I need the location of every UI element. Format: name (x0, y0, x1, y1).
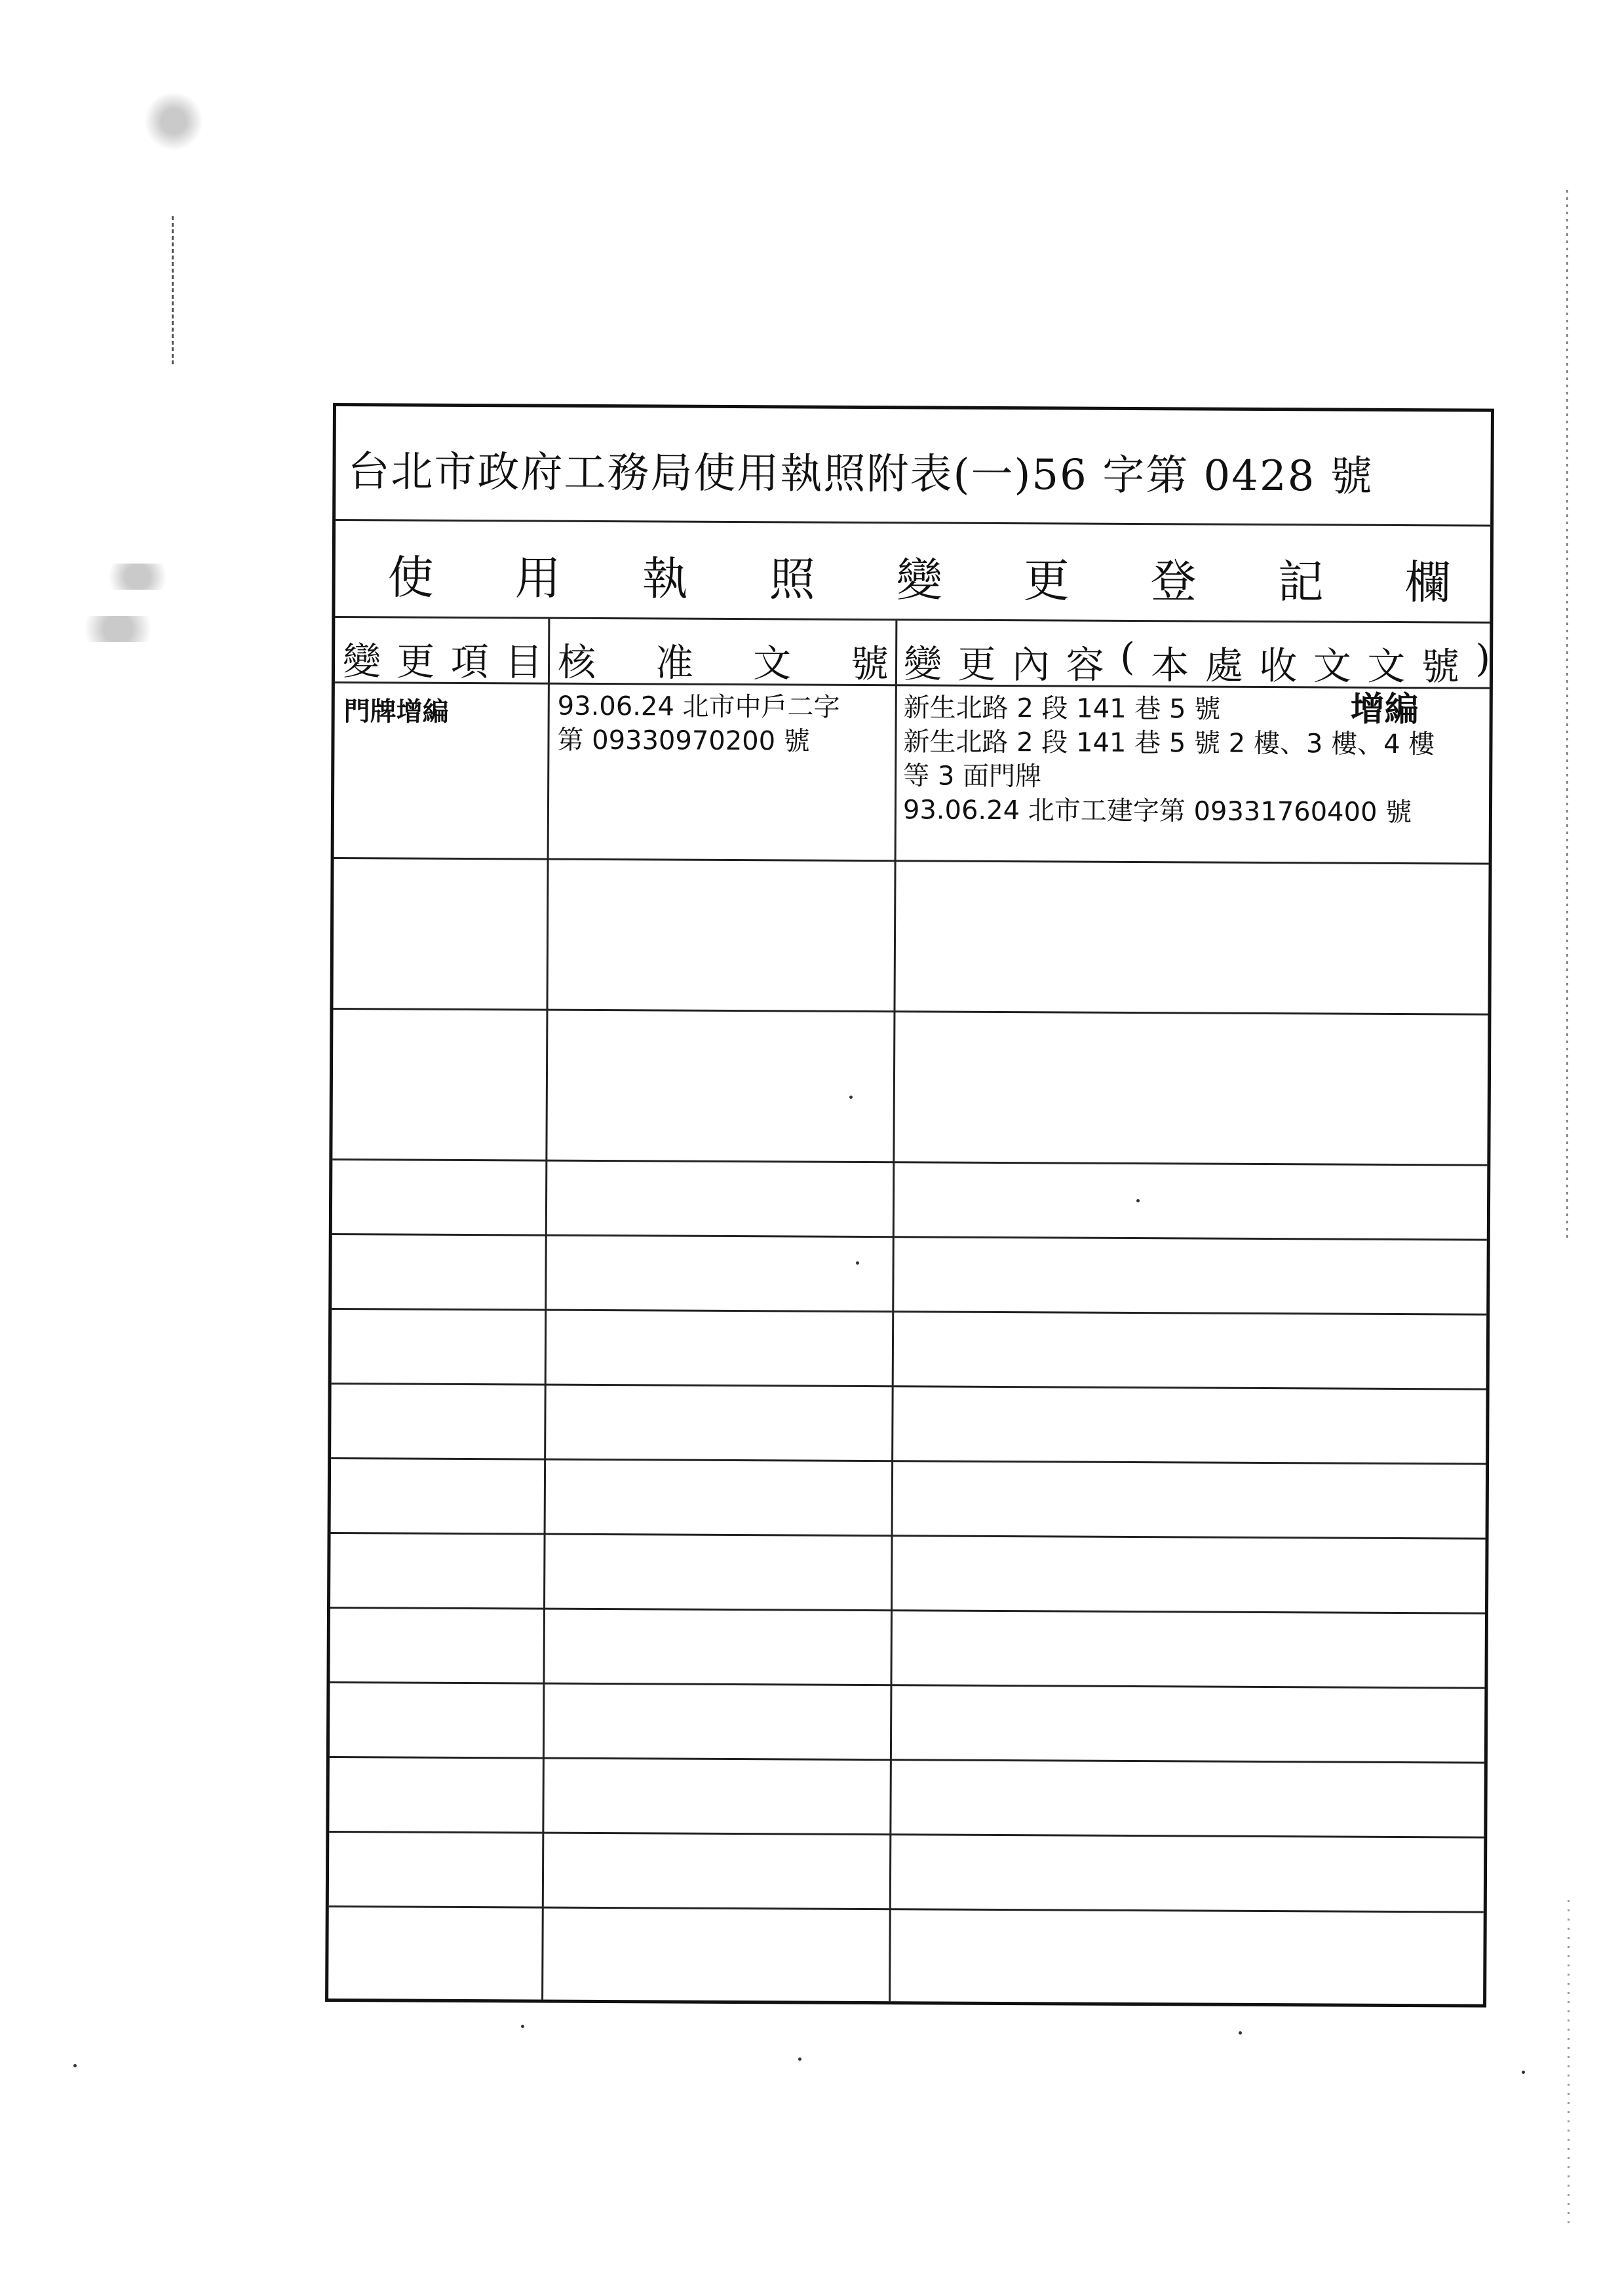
form-subtitle (387, 541, 1450, 612)
header-char: 處 (1205, 643, 1243, 688)
entry-approval-doc (557, 689, 839, 759)
header-approval-doc (558, 632, 889, 688)
handwritten-annotation: 增編 (1350, 689, 1419, 730)
content-line: 93.06.24 北市工建字第 09331760400 號 (902, 795, 1412, 828)
approval-doc-line: 93.06.24 北市中戶二字 (557, 691, 840, 723)
subtitle-char: 用 (514, 551, 561, 605)
scan-dot (798, 2057, 801, 2061)
form-title-row (336, 406, 1491, 527)
header-char: 核 (557, 640, 596, 685)
table-row (330, 1681, 1484, 1689)
header-char: 變 (342, 639, 381, 684)
table-row (331, 1532, 1486, 1540)
header-char: 文 (752, 641, 792, 686)
table-row (332, 1383, 1486, 1390)
header-char: 更 (957, 641, 996, 687)
header-char: 號 (1421, 644, 1460, 689)
scan-smudge (98, 564, 177, 590)
header-char: 准 (655, 640, 694, 685)
scan-edge-mark (1566, 190, 1568, 1238)
table-row (332, 1308, 1486, 1316)
scan-dot (521, 2025, 524, 2028)
scan-edge-mark (1568, 1900, 1570, 2228)
subtitle-char: 更 (1023, 554, 1070, 608)
header-char: 容 (1066, 642, 1104, 687)
form-title: 台北市政府工務局使用執照附表(一)56 字第 0428 號 (347, 448, 1374, 501)
scan-smudge (144, 92, 203, 151)
table-row (334, 857, 1489, 865)
header-char: 號 (850, 641, 889, 687)
table-row (330, 1607, 1485, 1615)
subtitle-char: 欄 (1404, 555, 1451, 610)
scan-dot (1522, 2071, 1525, 2074)
table-row (331, 1457, 1486, 1465)
header-char: 文 (1313, 643, 1351, 689)
header-char: 內 (1011, 642, 1051, 687)
subtitle-char: 登 (1150, 554, 1197, 609)
header-char: 項 (450, 639, 489, 685)
header-char: 文 (1367, 643, 1406, 689)
header-char: 更 (396, 639, 435, 684)
header-char: 變 (903, 641, 942, 687)
subtitle-char: 使 (387, 550, 434, 605)
entry-change-item: 門牌增編 (343, 697, 449, 727)
header-change-item (343, 630, 543, 686)
subtitle-char: 記 (1277, 555, 1324, 609)
table-row (333, 1008, 1488, 1016)
scan-smudge (72, 616, 164, 642)
table-row (329, 1905, 1484, 1913)
content-line: 新生北路 2 段 141 巷 5 號 (903, 693, 1221, 725)
subtitle-char: 照 (769, 552, 815, 607)
header-char: 收 (1259, 643, 1298, 689)
scan-dot (1239, 2031, 1242, 2035)
usage-license-form (325, 403, 1494, 2008)
scan-dot (73, 2064, 77, 2067)
scan-edge-mark (172, 216, 174, 367)
form-subtitle-row (335, 521, 1490, 624)
content-line: 等 3 面門牌 (903, 761, 1042, 792)
header-char: 目 (504, 640, 543, 685)
table-row (330, 1756, 1484, 1764)
table-row (332, 1158, 1487, 1166)
table-row (332, 1233, 1487, 1241)
subtitle-char: 執 (642, 552, 688, 606)
header-char: 本 (1151, 643, 1189, 688)
header-char: ) (1475, 636, 1491, 681)
content-line: 新生北路 2 段 141 巷 5 號 2 樓、3 樓、4 樓 (903, 727, 1435, 760)
approval-doc-line: 第 09330970200 號 (557, 725, 810, 757)
header-char: ( (1120, 634, 1135, 679)
subtitle-char: 變 (896, 553, 942, 607)
table-row (329, 1831, 1484, 1839)
